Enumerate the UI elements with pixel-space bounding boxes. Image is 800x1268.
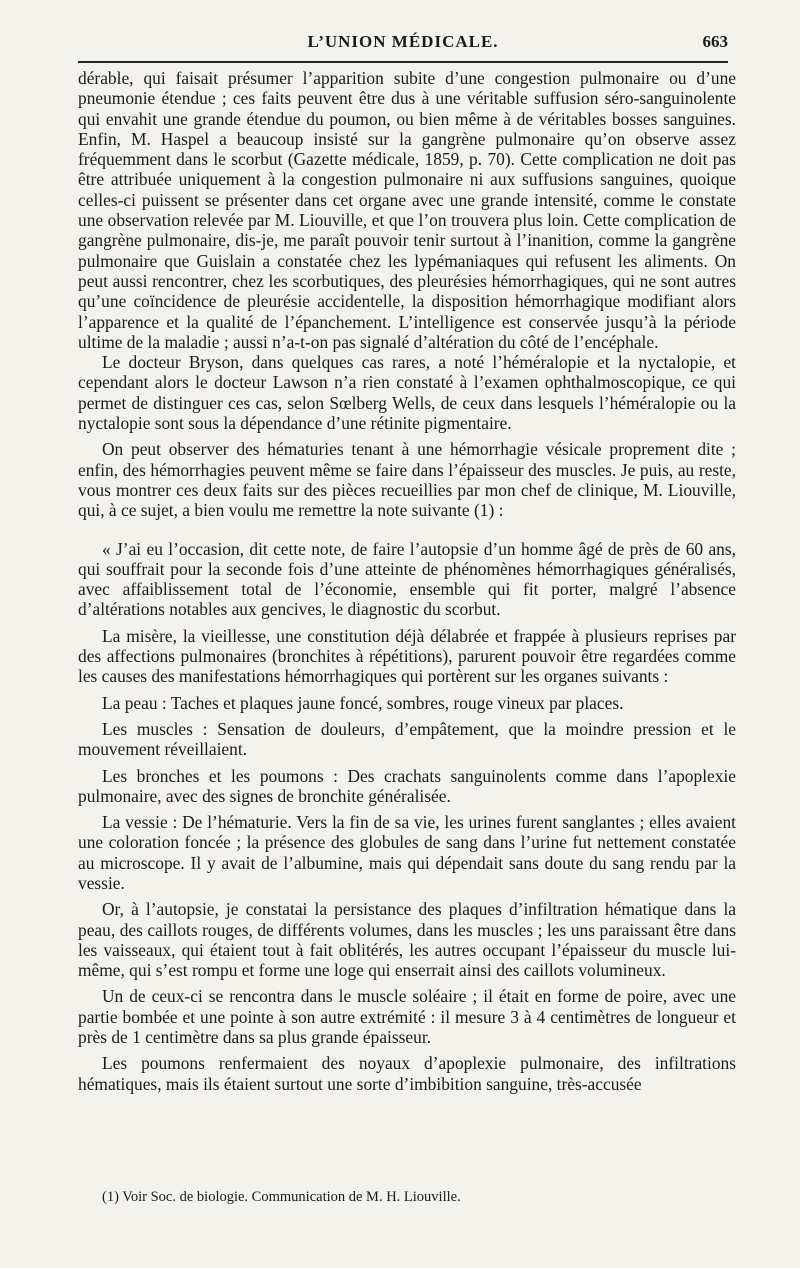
paragraph: Un de ceux-ci se rencontra dans le muscle soléaire ; il était en forme de poire, avec une partie bombée et une pointe à son autre extrémité : il mesure 3 à 4 centimètres de longueur et près de 1 centimètre dans sa plus grande épaisseur. — [78, 986, 736, 1048]
paragraph: dérable, qui faisait présumer l’apparition subite d’une congestion pulmonaire ou d’une pneumonie étendue ; ces faits peuvent être dus à une véritable suffusion séro-sanguinolente qui envahit une grande étendue du poumon, ou bien même à de véritables bosses sanguines. Enfin, M. Haspel a beaucoup insisté sur la gangrène pulmonaire qu’on observe assez fréquemment dans le scorbut (Gazette médicale, 1859, p. 70). Cette complication ne doit pas être attribuée uniquement à la congestion pulmonaire ni aux suffusions sanguines, quoique celles-ci puissent se présenter dans cet organe avec une grande intensité, comme le constate une observation relevée par M. Liouville, et que l’on trouvera plus loin. Cette complication de gangrène pulmonaire, dis-je, me paraît pouvoir tenir surtout à l’inanition, comme la gangrène pulmonaire que Guislain a constatée chez les lypémaniaques qui refusent les aliments. On peut aussi rencontrer, chez les scorbutiques, des pleurésies hémorrhagiques, qui ne sont autres qu’une coïncidence de pleurésie accidentelle, la disposition hémorrhagique modifiant alors l’apparence et la qualité de l’épanchement. L’intelligence est conservée jusqu’à la période ultime de la maladie ; aussi n’a-t-on pas signalé d’altération du côté de l’encéphale. — [78, 68, 736, 352]
paragraph: La vessie : De l’hématurie. Vers la fin de sa vie, les urines furent sanglantes ; elles avaient une coloration foncée ; la présence des globules de sang dans l’urine fut nettement constatée au microscope. Il y avait de l’albumine, mais qui dépendait sans doute du sang rendu par la vessie. — [78, 812, 736, 893]
footnote: (1) Voir Soc. de biologie. Communication de M. H. Liouville. — [102, 1189, 461, 1205]
paragraph: Or, à l’autopsie, je constatai la persistance des plaques d’infiltration hématique dans la peau, des caillots rouges, de différents volumes, dans les muscles ; les uns paraissant être dans les vaisseaux, qui étaient tout à fait oblitérés, les autres occupant l’épaisseur du muscle lui-même, qui s’est rompu et forme une loge qui enserrait ainsi des caillots volumineux. — [78, 899, 736, 981]
header-rule — [78, 61, 728, 63]
paragraph: Les muscles : Sensation de douleurs, d’empâtement, que la moindre pression et le mouvement réveillaient. — [78, 718, 736, 760]
body-text — [78, 68, 736, 1094]
quoted-paragraph: « J’ai eu l’occasion, dit cette note, de faire l’autopsie d’un homme âgé de près de 60 ans, qui souffrait pour la seconde fois d’une atteinte de phénomènes hémorrhagiques généralisés, avec affaiblissement total de l’économie, ensemble qui fit porter, malgré l’absence d’altérations notables aux gencives, le diagnostic du scorbut. — [78, 538, 736, 620]
paragraph: La misère, la vieillesse, une constitution déjà délabrée et frappée à plusieurs reprises par des affections pulmonaires (bronchites à répétitions), parurent pouvoir être regardées comme les causes des manifestations hémorrhagiques qui portèrent sur les organes suivants : — [78, 625, 736, 687]
paragraph: Les bronches et les poumons : Des crachats sanguinolents comme dans l’apoplexie pulmonaire, avec des signes de bronchite généralisée. — [78, 765, 736, 806]
paragraph: Le docteur Bryson, dans quelques cas rares, a noté l’héméralopie et la nyctalopie, et cependant alors le docteur Lawson n’a rien constaté à l’examen ophthalmoscopique, ce qui permet de distinguer ces cas, selon Sœlberg Wells, de ceux dans lesquels l’héméralopie ou la nyctalopie sont sous la dépendance d’une rétinite pigmentaire. — [78, 352, 736, 434]
paragraph: On peut observer des hématuries tenant à une hémorrhagie vésicale proprement dite ; enfin, des hémorrhagies peuvent même se faire dans l’épaisseur des muscles. Je puis, au reste, vous montrer ces deux faits sur des pièces recueillies par mon chef de clinique, M. Liouville, qui, à ce sujet, a bien voulu me remettre la note suivante (1) : — [78, 439, 736, 521]
page-header — [78, 30, 728, 56]
running-title: L’UNION MÉDICALE. — [307, 32, 499, 51]
paragraph: Les poumons renfermaient des noyaux d’apoplexie pulmonaire, des infiltrations hématiques, mais ils étaient surtout une sorte d’imbibition sanguine, très-accusée — [78, 1053, 736, 1094]
page-number: 663 — [702, 32, 728, 51]
paragraph: La peau : Taches et plaques jaune foncé, sombres, rouge vineux par places. — [102, 692, 624, 713]
